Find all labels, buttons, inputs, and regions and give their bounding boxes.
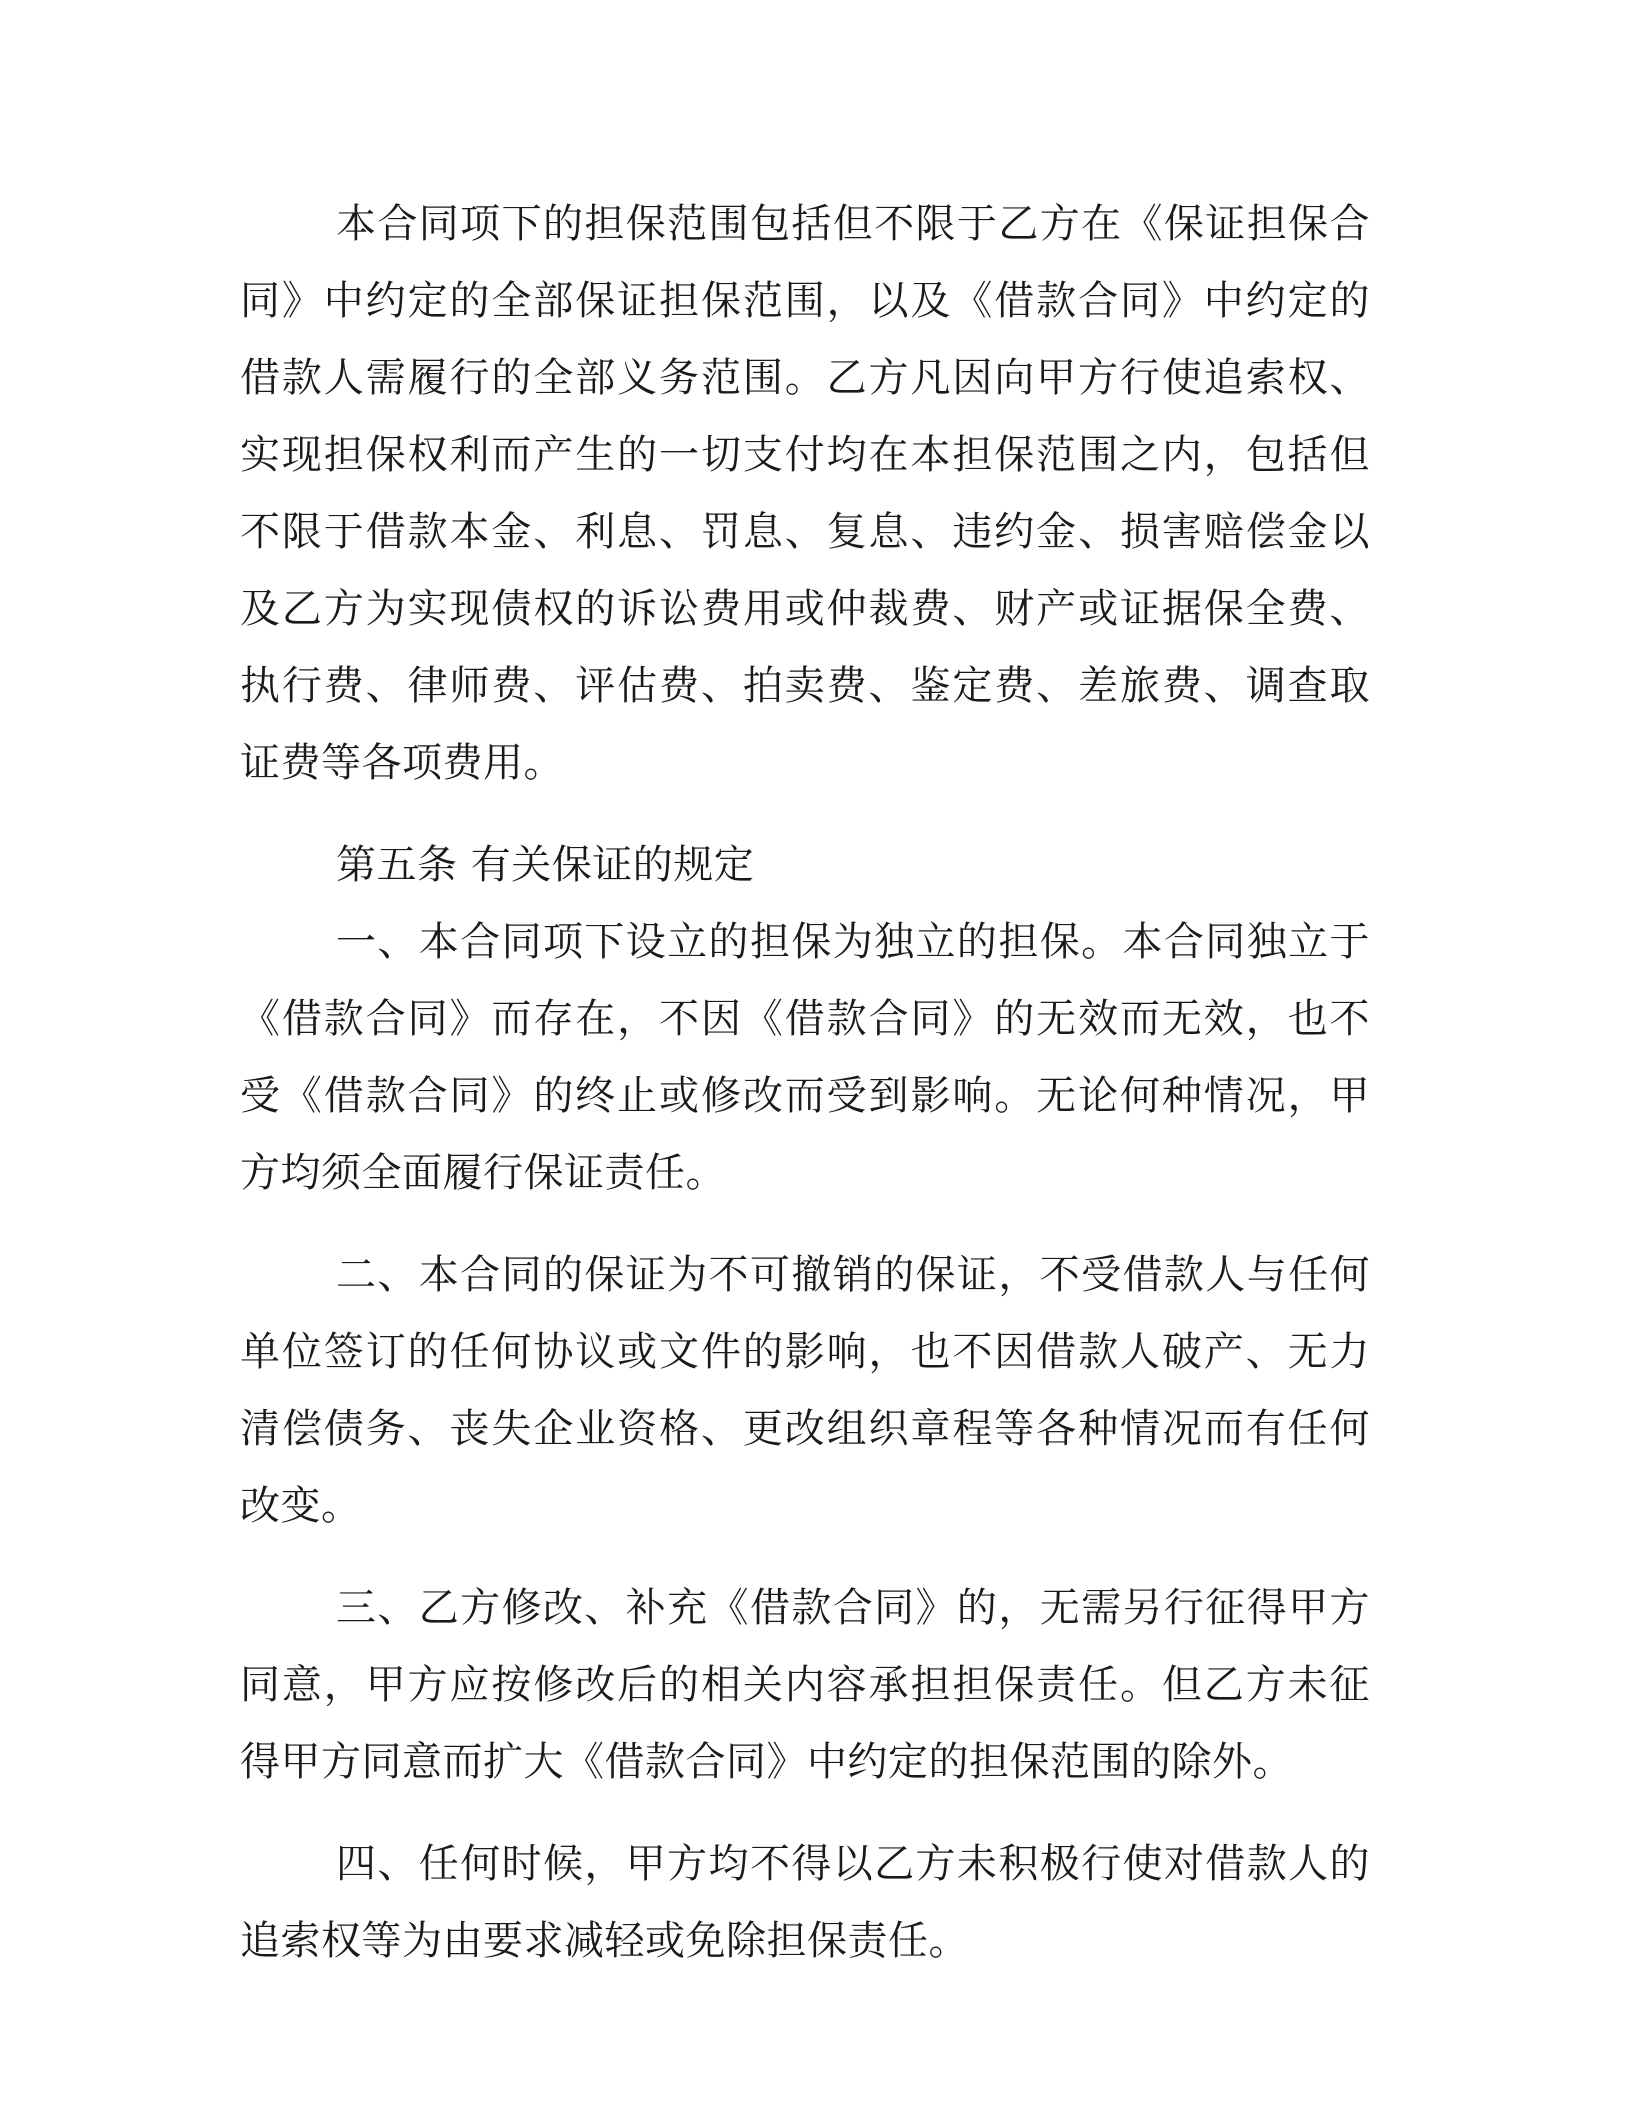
document-page <box>240 186 1370 1980</box>
guarantee-scope-paragraph: 本合同项下的担保范围包括但不限于乙方在《保证担保合同》中约定的全部保证担保范围，以及《借款合同》中约定的借款人需履行的全部义务范围。乙方凡因向甲方行使追索权、实现担保权利而产生的一切支付均在本担保范围之内，包括但不限于借款本金、利息、罚息、复息、违约金、损害赔偿金以及乙方为实现债权的诉讼费用或仲裁费、财产或证据保全费、执行费、律师费、评估费、拍卖费、鉴定费、差旅费、调查取证费等各项费用。 <box>240 201 1370 786</box>
clause-four-paragraph: 四、任何时候，甲方均不得以乙方未积极行使对借款人的追索权等为由要求减轻或免除担保责任。 <box>240 1841 1370 1964</box>
article-five-heading: 第五条 有关保证的规定 <box>336 842 755 888</box>
clause-three-paragraph: 三、乙方修改、补充《借款合同》的，无需另行征得甲方同意，甲方应按修改后的相关内容承担担保责任。但乙方未征得甲方同意而扩大《借款合同》中约定的担保范围的除外。 <box>240 1585 1370 1785</box>
clause-one-paragraph: 一、本合同项下设立的担保为独立的担保。本合同独立于《借款合同》而存在，不因《借款合同》的无效而无效，也不受《借款合同》的终止或修改而受到影响。无论何种情况，甲方均须全面履行保证责任。 <box>240 919 1370 1196</box>
clause-two-paragraph: 二、本合同的保证为不可撤销的保证，不受借款人与任何单位签订的任何协议或文件的影响，也不因借款人破产、无力清偿债务、丧失企业资格、更改组织章程等各种情况而有任何改变。 <box>240 1252 1370 1529</box>
